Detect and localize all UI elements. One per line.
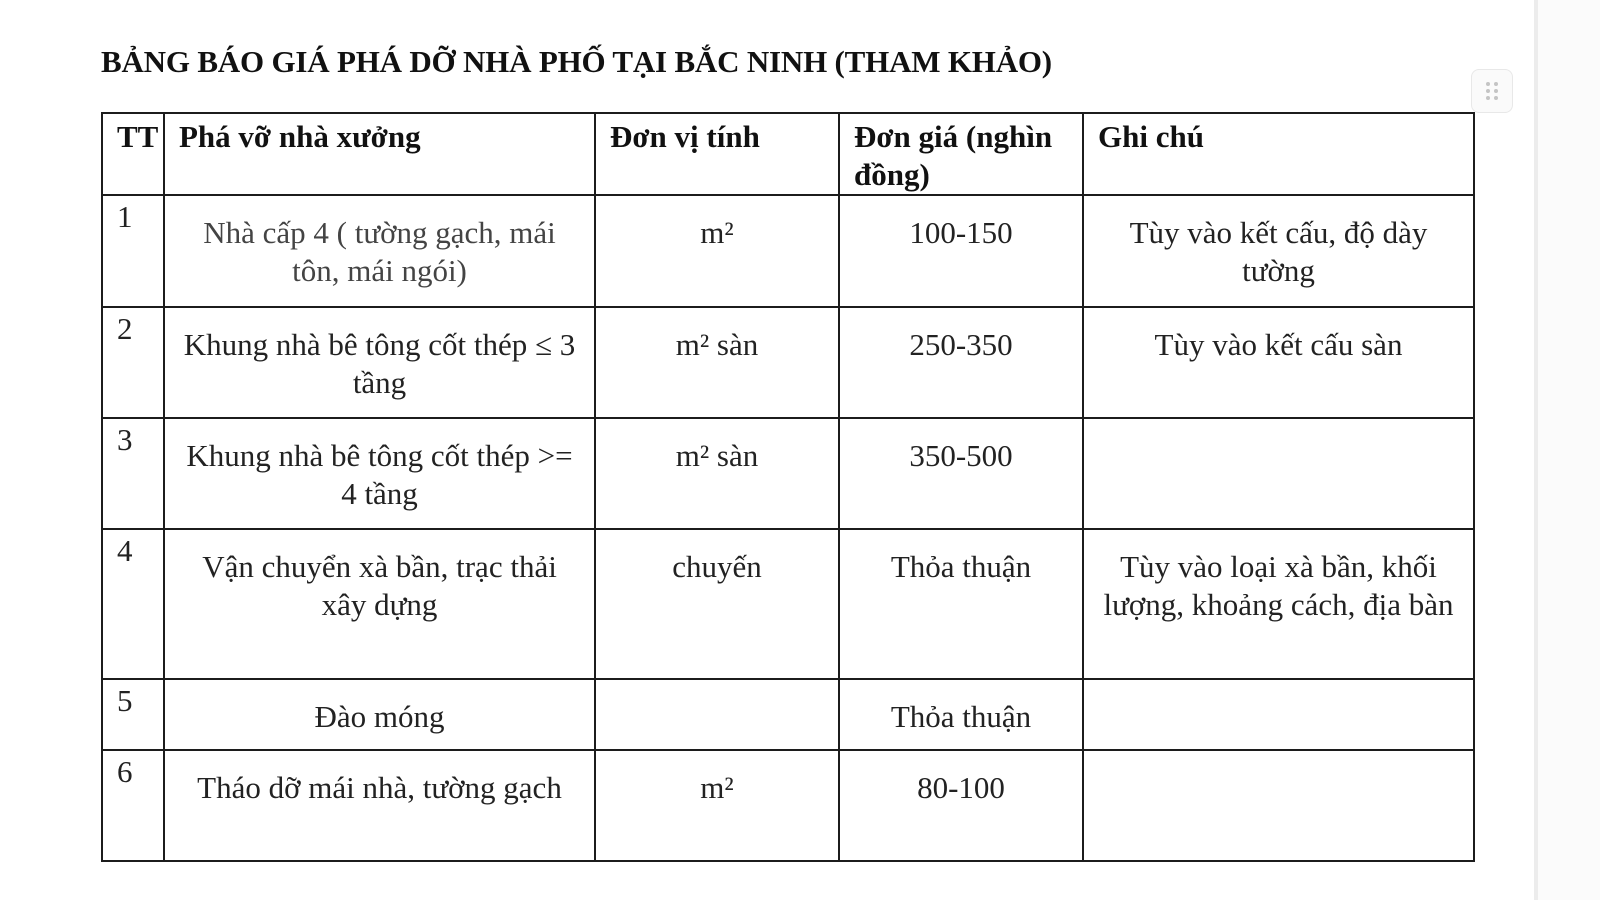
- row-number: 6: [102, 750, 164, 861]
- table-drag-handle[interactable]: [1471, 69, 1513, 113]
- row-number: 4: [102, 529, 164, 679]
- row-unit: [595, 679, 839, 750]
- row-note: [1083, 750, 1474, 861]
- row-price: Thỏa thuận: [839, 529, 1083, 679]
- row-note: Tùy vào kết cấu sàn: [1083, 307, 1474, 418]
- row-number: 1: [102, 195, 164, 307]
- row-note: Tùy vào kết cấu, độ dày tường: [1083, 195, 1474, 307]
- row-unit: m²: [595, 750, 839, 861]
- row-price: 250-350: [839, 307, 1083, 418]
- row-unit: m² sàn: [595, 418, 839, 529]
- table-row: [102, 195, 1474, 307]
- header-unit: Đơn vị tính: [595, 113, 839, 195]
- row-note: Tùy vào loại xà bần, khối lượng, khoảng cách, địa bàn: [1083, 529, 1474, 679]
- row-item: Vận chuyển xà bần, trạc thải xây dựng: [164, 529, 595, 679]
- table-row: [102, 750, 1474, 861]
- row-price: Thỏa thuận: [839, 679, 1083, 750]
- row-note: [1083, 679, 1474, 750]
- row-price: 350-500: [839, 418, 1083, 529]
- header-note: Ghi chú: [1083, 113, 1474, 195]
- row-item: Khung nhà bê tông cốt thép >= 4 tầng: [164, 418, 595, 529]
- table-row: [102, 529, 1474, 679]
- row-item: Khung nhà bê tông cốt thép ≤ 3 tầng: [164, 307, 595, 418]
- row-item: Đào móng: [164, 679, 595, 750]
- header-price: Đơn giá (nghìn đồng): [839, 113, 1083, 195]
- header-tt: TT: [102, 113, 164, 195]
- grip-dots-icon: [1484, 80, 1500, 102]
- row-price: 100-150: [839, 195, 1083, 307]
- row-note: [1083, 418, 1474, 529]
- table-header-row: [102, 113, 1474, 195]
- row-unit: chuyến: [595, 529, 839, 679]
- row-item: Nhà cấp 4 ( tường gạch, mái tôn, mái ngói): [164, 195, 595, 307]
- page-title: BẢNG BÁO GIÁ PHÁ DỠ NHÀ PHỐ TẠI BẮC NINH (THAM KHẢO): [101, 44, 1052, 79]
- row-number: 5: [102, 679, 164, 750]
- right-margin-panel: [1538, 0, 1600, 900]
- table-row: [102, 418, 1474, 529]
- table-row: [102, 307, 1474, 418]
- row-item: Tháo dỡ mái nhà, tường gạch: [164, 750, 595, 861]
- price-table: [101, 112, 1475, 862]
- row-number: 2: [102, 307, 164, 418]
- table-row: [102, 679, 1474, 750]
- row-price: 80-100: [839, 750, 1083, 861]
- row-number: 3: [102, 418, 164, 529]
- row-unit: m² sàn: [595, 307, 839, 418]
- row-unit: m²: [595, 195, 839, 307]
- header-item: Phá vỡ nhà xưởng: [164, 113, 595, 195]
